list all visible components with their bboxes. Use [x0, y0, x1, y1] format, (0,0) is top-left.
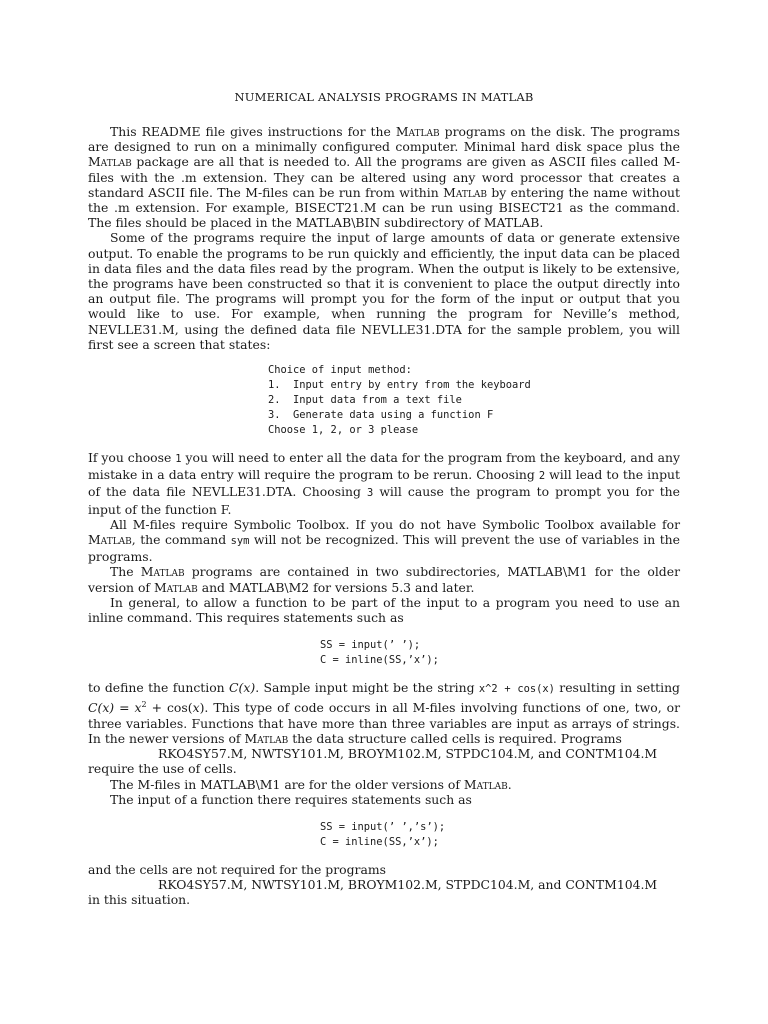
math: x — [134, 700, 142, 716]
text: package are all that is needed to. All the programs are given as ASCII files called M-files with the .m extension. They can be altered using any word processor that creates a standard ASCII file. The M-files can be run from within — [88, 154, 680, 200]
paragraph-data-files: Some of the programs require the input of large amounts of data or generate extensive output. To enable the programs to be run quickly and efficiently, the input data can be placed in data files and the data files read by the program. When the output is likely to be extensive, the programs have been constructed so that it is convenient to place the output directly into an output file. The programs will prompt you for the form of the input or output that you would like to use. For example, when running the program for Neville’s method, NEVLLE31.M, using the defined data file NEVLLE31.DTA for the sample problem, you will first see a screen that states: — [88, 230, 680, 352]
matlab-name: Matlab — [140, 564, 185, 580]
paragraph-define-function — [88, 680, 680, 746]
matlab-name: Matlab — [153, 579, 198, 595]
text: will not be recognized. This will prevent the use of variables in the programs. — [88, 532, 680, 565]
menu-line: 3. Generate data using a function F — [268, 409, 494, 422]
paragraph-function-input: The input of a function there requires statements such as — [110, 791, 472, 807]
inline-code: 3 — [367, 487, 374, 500]
text: All M-files require Symbolic Toolbox. If you do not have Symbolic Toolbox available for — [110, 516, 680, 532]
inline-code: x^2 + cos(x) — [478, 683, 555, 696]
text: ). This type of code occurs in all M-files involving functions of one, two, or three variables. Functions that have more than three variables are input as arrays of strings. In the newer versions of — [88, 700, 681, 747]
code-block-inline-new — [320, 638, 680, 668]
text: . Sample input might be the string — [255, 680, 479, 696]
matlab-name: Matlab — [244, 731, 289, 747]
matlab-name: Matlab — [443, 184, 487, 200]
code-line: SS = input(’ ’); — [320, 639, 421, 652]
text: will cause the program to prompt you for the input of the function F. — [88, 484, 680, 517]
menu-line: 1. Input entry by entry from the keyboard — [268, 379, 531, 392]
inline-code: 2 — [538, 470, 546, 483]
matlab-name: Matlab — [88, 532, 132, 548]
code-line: C = inline(SS,’x’); — [320, 836, 439, 849]
inline-code: 1 — [175, 453, 182, 466]
matlab-name: Matlab — [88, 154, 132, 170]
input-method-menu — [268, 363, 680, 438]
text: , the command — [131, 532, 231, 548]
text: The — [110, 564, 141, 580]
paragraph-cells-not-required: and the cells are not required for the programs — [88, 862, 386, 878]
text: and MATLAB\M2 for versions 5.3 and later. — [197, 579, 475, 595]
text: . — [507, 776, 512, 792]
math-superscript: 2 — [141, 700, 147, 710]
text: to define the function — [88, 680, 230, 696]
paragraph-subdirectories — [88, 564, 680, 594]
text: + cos( — [146, 700, 193, 716]
paragraph-intro — [88, 124, 680, 230]
text: will lead to the input of the data file NEVLLE31.DTA. Choosing — [88, 467, 680, 500]
program-list-no-cells: RKO4SY57.M, NWTSY101.M, BROYM102.M, STPDC104.M, and CONTM104.M — [158, 877, 658, 893]
text: resulting in setting — [554, 680, 680, 696]
code-block-inline-old — [320, 820, 680, 850]
matlab-name: Matlab — [395, 124, 440, 139]
code-line: SS = input(’ ’,’s’); — [320, 821, 446, 834]
paragraph-inline: In general, to allow a function to be part of the input to a program you need to use an inline command. This requires statements such as — [88, 594, 680, 626]
text: you will need to enter all the data for the program from the keyboard, and any mistake in a data entry will require the program to be rerun. Choosing — [88, 450, 681, 483]
math: C(x) — [88, 700, 115, 716]
code-line: C = inline(SS,’x’); — [320, 654, 439, 667]
paragraph-require-cells: require the use of cells. — [88, 761, 237, 777]
page-title: NUMERICAL ANALYSIS PROGRAMS IN MATLAB — [234, 90, 534, 104]
text: programs on the disk. The programs are designed to run on a minimally configured computer. Minimal hard disk space plus the — [88, 124, 680, 155]
text: = — [114, 700, 135, 716]
menu-line: Choice of input method: — [268, 364, 412, 377]
text: The M-files in MATLAB\M1 are for the older versions of — [110, 776, 464, 792]
inline-code: sym — [230, 535, 250, 548]
paragraph-choices — [88, 450, 680, 517]
text: If you choose — [88, 450, 176, 466]
text: programs are contained in two subdirectories, MATLAB\M1 for the older version of — [88, 564, 680, 595]
text: the data structure called cells is required. Programs — [288, 731, 622, 747]
text: by entering the name without the .m extension. For example, BISECT21.M can be run using BISECT21 as the command. The files should be placed in the MATLAB\BIN subdirectory of MATLAB. — [88, 184, 680, 231]
matlab-name: Matlab — [463, 776, 508, 792]
paragraph-older-versions — [88, 777, 680, 792]
menu-line: 2. Input data from a text file — [268, 394, 462, 407]
paragraph-situation: in this situation. — [88, 892, 191, 908]
paragraph-symbolic-toolbox — [88, 517, 680, 565]
program-list-cells: RKO4SY57.M, NWTSY101.M, BROYM102.M, STPDC104.M, and CONTM104.M — [158, 746, 658, 762]
math: C(x) — [229, 680, 256, 696]
math: x — [192, 700, 200, 716]
text: This README file gives instructions for the — [110, 124, 396, 139]
menu-line: Choose 1, 2, or 3 please — [268, 424, 419, 437]
